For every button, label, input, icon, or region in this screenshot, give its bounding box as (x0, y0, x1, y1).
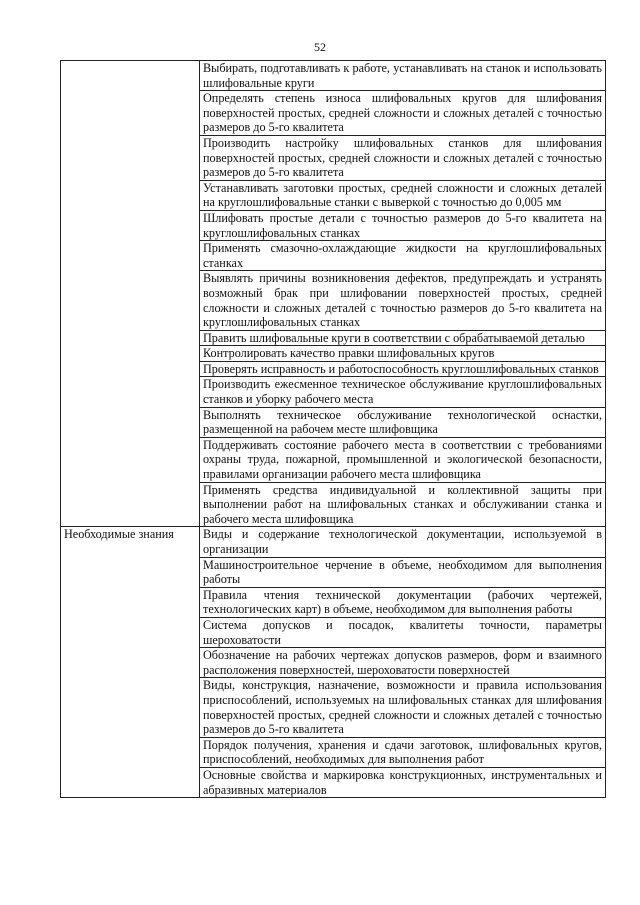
knowledge-cell: Порядок получения, хранения и сдачи заготовок, шлифовальных кругов, приспособлений, необходимых для выполнения работ (200, 737, 606, 767)
skill-cell: Производить ежесменное техническое обслуживание круглошлифовальных станков и уборку рабочего места (200, 377, 606, 407)
skill-cell: Выбирать, подготавливать к работе, устанавливать на станок и использовать шлифовальные круги (200, 61, 606, 91)
knowledge-cell: Виды, конструкция, назначение, возможности и правила использования приспособлений, используемых на шлифовальных станках для шлифования поверхностей простых, средней сложности и сложных деталей с точностью размеров до 5-го квалитета (200, 678, 606, 737)
knowledge-cell: Обозначение на рабочих чертежах допусков размеров, форм и взаимного расположения поверхностей, шероховатости поверхностей (200, 648, 606, 678)
skill-cell: Проверять исправность и работоспособность круглошлифовальных станков (200, 361, 606, 377)
skill-cell: Применять смазочно-охлаждающие жидкости на круглошлифовальных станках (200, 241, 606, 271)
knowledge-cell: Система допусков и посадок, квалитеты точности, параметры шероховатости (200, 617, 606, 647)
skill-cell: Выполнять техническое обслуживание технологической оснастки, размещенной на рабочем месте шлифовщика (200, 407, 606, 437)
skill-cell: Устанавливать заготовки простых, средней сложности и сложных деталей на круглошлифовальные станки с выверкой с точностью до 0,005 мм (200, 180, 606, 210)
knowledge-cell: Основные свойства и маркировка конструкционных, инструментальных и абразивных материалов (200, 767, 606, 797)
page-number: 52 (314, 40, 326, 54)
knowledge-cell: Правила чтения технической документации (рабочих чертежей, технологических карт) в объеме, необходимом для выполнения работы (200, 587, 606, 617)
skills-label-cell (61, 61, 200, 527)
requirements-table (60, 60, 606, 798)
skill-cell: Применять средства индивидуальной и коллективной защиты при выполнении работ на шлифовальных станках и обслуживании станка и рабочего места шлифовщика (200, 482, 606, 527)
table-row (61, 61, 606, 91)
knowledge-cell: Виды и содержание технологической документации, используемой в организации (200, 527, 606, 557)
table-row (61, 527, 606, 557)
skill-cell: Контролировать качество правки шлифовальных кругов (200, 346, 606, 362)
knowledge-label-cell (61, 527, 200, 798)
knowledge-cell: Машиностроительное черчение в объеме, необходимом для выполнения работы (200, 557, 606, 587)
skill-cell: Выявлять причины возникновения дефектов, предупреждать и устранять возможный брак при шлифовании поверхностей простых, средней сложности и сложных деталей с точностью размеров до 5-го квалитета на круглошлифовальных станках (200, 271, 606, 330)
skill-cell: Шлифовать простые детали с точностью размеров до 5-го квалитета на круглошлифовальных станках (200, 210, 606, 240)
skill-cell: Править шлифовальные круги в соответствии с обрабатываемой деталью (200, 330, 606, 346)
skill-cell: Определять степень износа шлифовальных кругов для шлифования поверхностей простых, средней сложности и сложных деталей с точностью размеров до 5-го квалитета (200, 91, 606, 136)
skill-cell: Поддерживать состояние рабочего места в соответствии с требованиями охраны труда, пожарной, промышленной и экологической безопасности, правилами организации рабочего места шлифовщика (200, 437, 606, 482)
knowledge-label: Необходимые знания (64, 527, 174, 542)
skill-cell: Производить настройку шлифовальных станков для шлифования поверхностей простых, средней сложности и сложных деталей с точностью размеров до 5-го квалитета (200, 135, 606, 180)
